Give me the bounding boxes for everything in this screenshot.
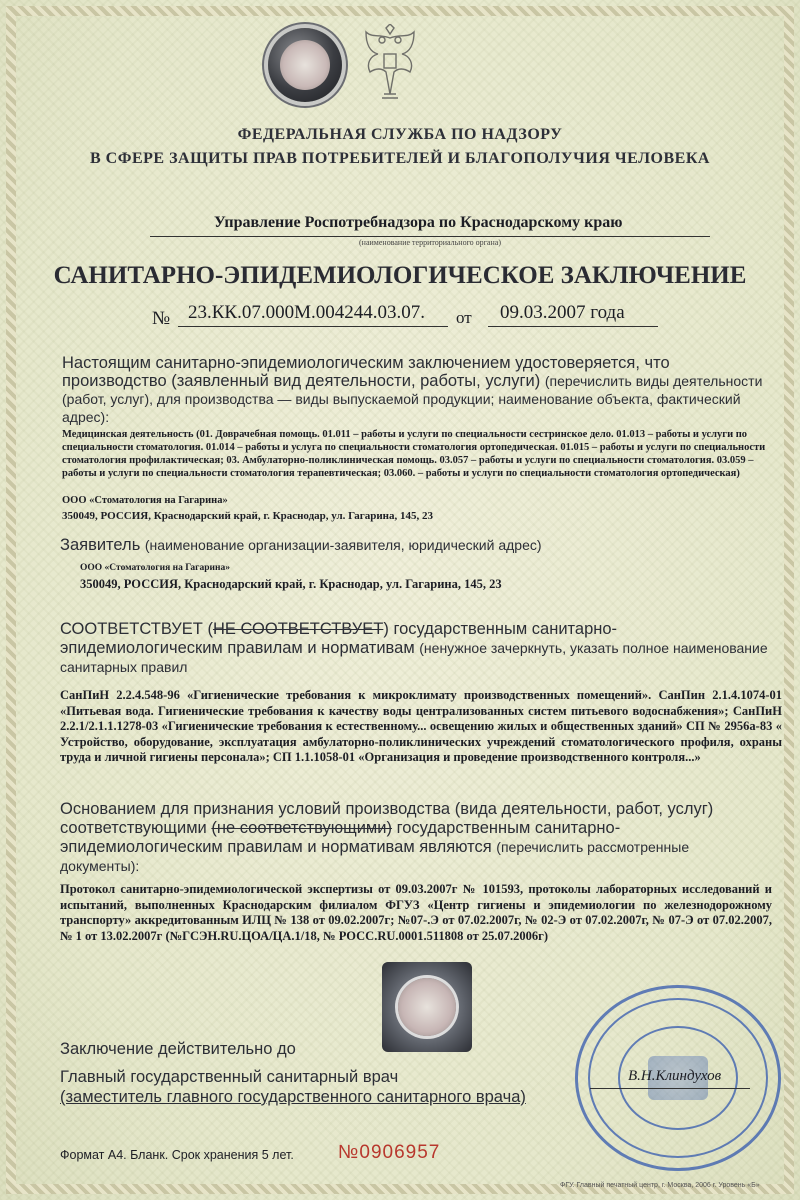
applicant-note: (наименование организации-заявителя, юридический адрес) [144, 537, 542, 553]
conformity-rest: государственным санитарно-эпидемиологическим правилам и нормативам [60, 620, 618, 657]
basis-documents: Протокол санитарно-эпидемиологической экспертизы от 09.03.2007г № 101593, протоколы лабораторных исследований и испытаний, выполненных Краснодарским филиалом ФГУЗ «Центр гигиены и эпидемиологии по железнодорожному транспорту» аккредитованным ИЛЦ № 138 от 09.02.2007г; №07-.Э от 07.02.2007г, № 02-Э от 07.02.2007г, № 07-Э от 07.02.2007, № 1 от 13.02.2007г (№ГСЭН.RU.ЦОА/ЦА.1/18, № РОСС.RU.0001.511808 от 25.07.2006г) [60, 882, 772, 943]
deputy-label: (заместитель главного государственного санитарного врача) [60, 1088, 526, 1106]
blank-serial-number: №0906957 [338, 1142, 441, 1163]
applicant-label: Заявитель [60, 536, 141, 554]
activity-list: Медицинская деятельность (01. Доврачебная помощь. 01.011 – работы и услуги по специальности сестринское дело. 01.013 – работы и услуги по специальности стоматология. 01.014 – работы и услуга по специальности стоматология ортопедическая. 01.015 – работы и услуги по специальности стоматология профилактическая; 03. Амбулаторно-поликлиническая помощь. 03.057 – работы и услуги по специальности стоматология. 03.059 – работы и услуги по специальности стоматология терапевтическая; 03.060. – работы и услуги по специальности стоматология ортопедическая) [62, 429, 766, 479]
basis-struck: (не соответствующими) [211, 819, 392, 837]
sanitary-rules-list: СанПиН 2.2.4.548-96 «Гигиенические требования к микроклимату производственных помещений». СанПин 2.1.4.1074-01 «Питьевая вода. Гигиенические требования к качеству воды централизованных систем питьевого водоснабжения»; СанПиН 2.2.1/2.1.1.1278-03 «Гигиенические требования к естественному... освещению жилых и общественных зданий» СП № 2956а-83 « Устройство, оборудование, эксплуатация амбулаторно-поликлинических учреждений стоматологического профиля, охраны труда и личной гигиены персонала»; СП 1.1.1058-01 «Организация и проведение производственного контроля...» [60, 688, 782, 764]
not-conforms-struck: НЕ СООТВЕТСТВУЕТ [212, 620, 384, 638]
hologram-emblem-icon [382, 962, 472, 1052]
applicant-org: ООО «Стоматология на Гагарина» [80, 563, 230, 573]
agency-line-1: ФЕДЕРАЛЬНАЯ СЛУЖБА ПО НАДЗОРУ [237, 126, 563, 143]
document-title: САНИТАРНО-ЭПИДЕМИОЛОГИЧЕСКОЕ ЗАКЛЮЧЕНИЕ [53, 262, 747, 289]
organ-caption: (наименование территориального органа) [359, 238, 501, 247]
signatory-name: В.Н.Клиндухов [628, 1068, 722, 1084]
round-emblem-icon [268, 28, 342, 102]
basis-statement [60, 800, 770, 876]
number-sign: № [152, 308, 171, 329]
basis-lead-1: Основанием для признания условий производства (вида деятельности, работ, услуг) соответствующими [60, 800, 714, 837]
conforms-word: СООТВЕТСТВУЕТ [60, 620, 203, 638]
activity-org: ООО «Стоматология на Гагарина» [62, 495, 228, 506]
agency-line-2: В СФЕРЕ ЗАЩИТЫ ПРАВ ПОТРЕБИТЕЛЕЙ И БЛАГОПОЛУЧИЯ ЧЕЛОВЕКА [90, 150, 710, 167]
basis-note: (перечислить рассмотренные документы): [60, 839, 690, 874]
certificate-number: 23.КК.07.000М.004244.03.07. [188, 302, 425, 323]
conformity-statement: СООТВЕТСТВУЕТ (НЕ СООТВЕТСТВУЕТ) государственным санитарно-эпидемиологическим правилам и нормативам (ненужное зачеркнуть, указать полное наименование санитарных правил [60, 620, 768, 675]
conformity-note: (ненужное зачеркнуть, указать полное наименование санитарных правил [60, 640, 768, 675]
production-lead-note: (перечислить виды деятельности (работ, услуг), для производства — виды выпускаемой продукции; наименование объекта, фактический адрес): [62, 373, 763, 425]
section-production [62, 354, 767, 426]
production-lead: Настоящим санитарно-эпидемиологическим заключением удостоверяется, что производство (заявленный вид деятельности, работы, услуги) [62, 354, 670, 390]
double-headed-eagle-icon [360, 24, 420, 102]
chief-doctor-label: Главный государственный санитарный врач [60, 1068, 399, 1086]
territorial-organ: Управление Роспотребнадзора по Краснодарскому краю [214, 214, 623, 231]
form-format-note: Формат А4. Бланк. Срок хранения 5 лет. [60, 1148, 294, 1162]
applicant-heading [60, 536, 542, 554]
applicant-address: 350049, РОССИЯ, Краснодарский край, г. Краснодар, ул. Гагарина, 145, 23 [80, 577, 502, 591]
date-from-label: от [456, 308, 472, 327]
valid-until-label: Заключение действительно до [60, 1040, 296, 1058]
activity-address: 350049, РОССИЯ, Краснодарский край, г. Краснодар, ул. Гагарина, 145, 23 [62, 510, 434, 522]
print-note: ФГУ. Главный печатный центр, г. Москва, 2006 г. Уровень «Б» [560, 1182, 760, 1189]
basis-lead-2: государственным санитарно-эпидемиологическим правилам и нормативам являются [60, 819, 621, 856]
certificate-date: 09.03.2007 года [500, 302, 625, 323]
